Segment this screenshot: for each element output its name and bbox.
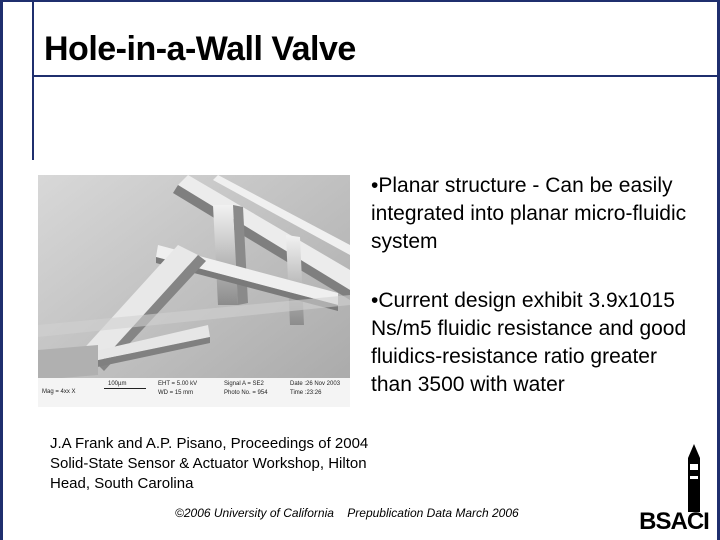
bullet-current-design: •Current design exhibit 3.9x1015 Ns/m5 fluidic resistance and good fluidics-resistance ratio greater than 3500 with water [371,289,687,396]
slide-title: Hole-in-a-Wall Valve [44,30,356,68]
sem-wd: WD = 15 mm [158,390,194,396]
sem-signal: Signal A = SE2 [224,381,264,387]
citation-text: J.A Frank and A.P. Pisano, Proceedings of 2004 Solid-State Sensor & Actuator Workshop, Hilton Head, South Carolina [50,435,369,492]
sem-image [38,175,350,407]
sem-time: Time :23:26 [290,390,322,396]
footer-copyright: ©2006 University of California [175,506,334,520]
slide-frame-top [0,0,720,2]
sem-eht: EHT = 5.00 kV [158,381,198,387]
bsac-logo [632,440,716,536]
sem-scale-bar [104,388,146,389]
campanile-tower-icon [632,440,716,512]
footer-note: Prepublication Data March 2006 [347,506,519,520]
title-vertical-rule [32,0,34,160]
sem-scale: 100µm [108,381,127,387]
logo-text: BSACI [639,508,709,535]
sem-date: Date :26 Nov 2003 [290,381,341,387]
slide-footer [175,506,529,520]
sem-micrograph [38,175,350,407]
title-underline [32,75,718,77]
bullet-planar-structure: •Planar structure - Can be easily integrated into planar micro-fluidic system [371,174,687,253]
sem-photo: Photo No. = 954 [224,390,268,396]
sem-mag: Mag = 4xx X [42,389,76,395]
slide-frame-left [0,0,3,540]
sem-caption-bar [38,378,350,407]
